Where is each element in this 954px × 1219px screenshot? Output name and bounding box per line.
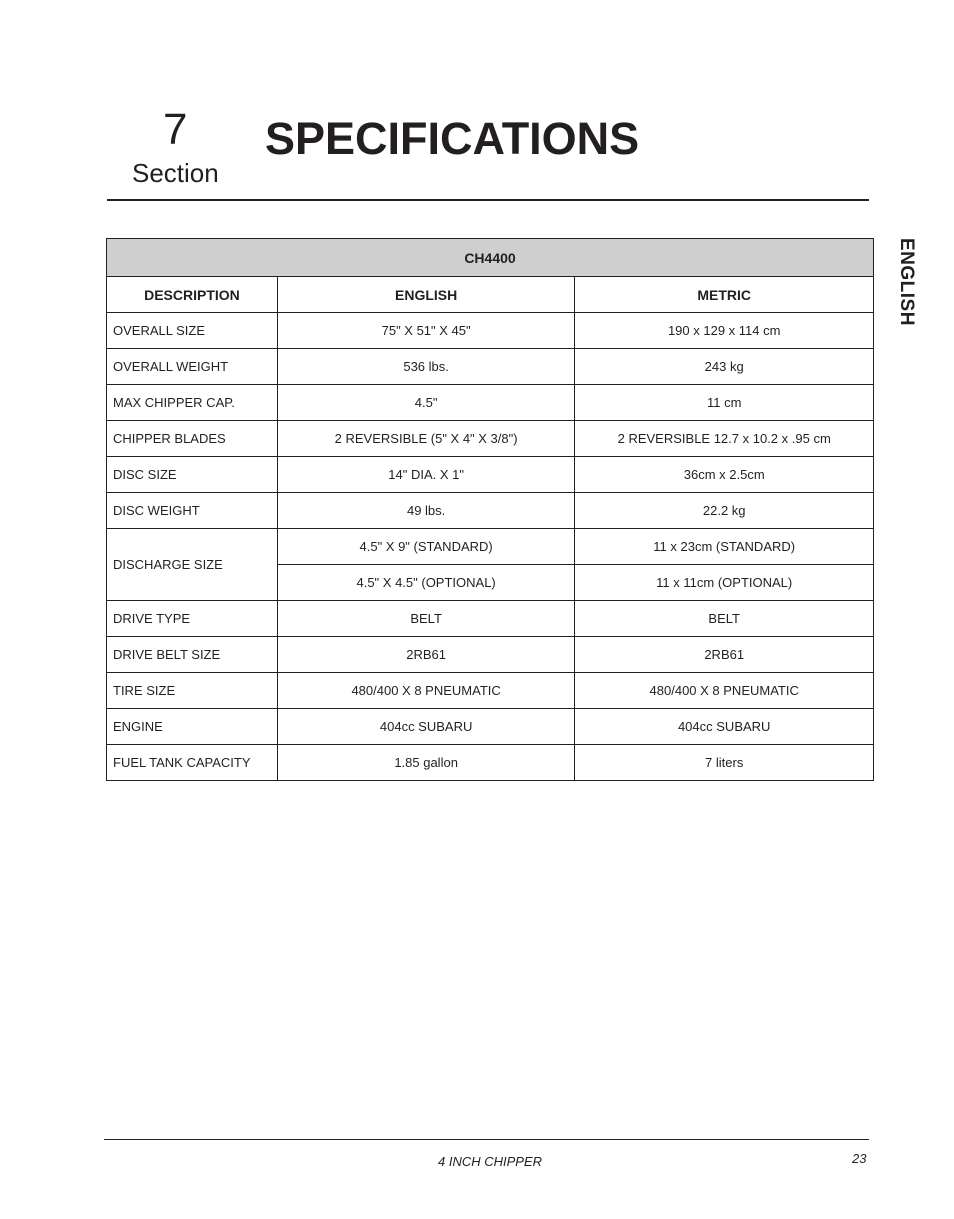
footer-title: 4 INCH CHIPPER <box>437 1154 543 1169</box>
column-header-description: DESCRIPTION <box>107 277 278 313</box>
row-description: FUEL TANK CAPACITY <box>107 745 278 781</box>
row-metric-value: 404cc SUBARU <box>575 709 874 745</box>
language-side-tab: ENGLISH <box>896 238 917 326</box>
row-english-value: 2RB61 <box>277 637 575 673</box>
table-row <box>107 637 874 673</box>
model-name: CH4400 <box>107 239 874 277</box>
table-row-discharge-standard <box>107 529 874 565</box>
model-header-row <box>107 239 874 277</box>
row-english-value: 49 lbs. <box>277 493 575 529</box>
table-row <box>107 709 874 745</box>
row-english-value: 14" DIA. X 1" <box>277 457 575 493</box>
row-metric-value: 11 x 23cm (STANDARD) <box>575 529 874 565</box>
footer-divider <box>104 1139 869 1140</box>
row-metric-value: 190 x 129 x 114 cm <box>575 313 874 349</box>
row-english-value: BELT <box>277 601 575 637</box>
table-row <box>107 349 874 385</box>
row-english-value: 75" X 51" X 45" <box>277 313 575 349</box>
page-number: 23 <box>852 1151 867 1166</box>
row-description: MAX CHIPPER CAP. <box>107 385 278 421</box>
row-description: OVERALL WEIGHT <box>107 349 278 385</box>
row-english-value: 2 REVERSIBLE (5" X 4" X 3/8") <box>277 421 575 457</box>
row-description: DRIVE TYPE <box>107 601 278 637</box>
column-header-english: ENGLISH <box>277 277 575 313</box>
table-row <box>107 421 874 457</box>
row-description: TIRE SIZE <box>107 673 278 709</box>
row-description: DRIVE BELT SIZE <box>107 637 278 673</box>
table-row <box>107 601 874 637</box>
specifications-table <box>106 238 874 781</box>
row-english-value: 4.5" <box>277 385 575 421</box>
row-description: DISC WEIGHT <box>107 493 278 529</box>
row-english-value: 536 lbs. <box>277 349 575 385</box>
table-row <box>107 745 874 781</box>
table-row <box>107 673 874 709</box>
row-english-value: 1.85 gallon <box>277 745 575 781</box>
row-description: DISCHARGE SIZE <box>107 529 278 601</box>
row-english-value: 4.5" X 9" (STANDARD) <box>277 529 575 565</box>
table-row <box>107 457 874 493</box>
table-row <box>107 493 874 529</box>
column-header-row <box>107 277 874 313</box>
section-number: 7 <box>163 105 188 154</box>
row-english-value: 404cc SUBARU <box>277 709 575 745</box>
table-row <box>107 313 874 349</box>
row-metric-value: 2RB61 <box>575 637 874 673</box>
row-metric-value: 36cm x 2.5cm <box>575 457 874 493</box>
row-metric-value: 2 REVERSIBLE 12.7 x 10.2 x .95 cm <box>575 421 874 457</box>
row-description: OVERALL SIZE <box>107 313 278 349</box>
column-header-metric: METRIC <box>575 277 874 313</box>
row-metric-value: BELT <box>575 601 874 637</box>
row-metric-value: 243 kg <box>575 349 874 385</box>
row-metric-value: 11 cm <box>575 385 874 421</box>
header-divider <box>107 199 869 201</box>
row-english-value: 480/400 X 8 PNEUMATIC <box>277 673 575 709</box>
row-english-value: 4.5" X 4.5" (OPTIONAL) <box>277 565 575 601</box>
page-title: SPECIFICATIONS <box>265 113 640 164</box>
row-metric-value: 22.2 kg <box>575 493 874 529</box>
row-description: ENGINE <box>107 709 278 745</box>
row-description: CHIPPER BLADES <box>107 421 278 457</box>
row-metric-value: 7 liters <box>575 745 874 781</box>
table-row <box>107 385 874 421</box>
row-metric-value: 480/400 X 8 PNEUMATIC <box>575 673 874 709</box>
row-metric-value: 11 x 11cm (OPTIONAL) <box>575 565 874 601</box>
section-label: Section <box>132 158 219 188</box>
row-description: DISC SIZE <box>107 457 278 493</box>
